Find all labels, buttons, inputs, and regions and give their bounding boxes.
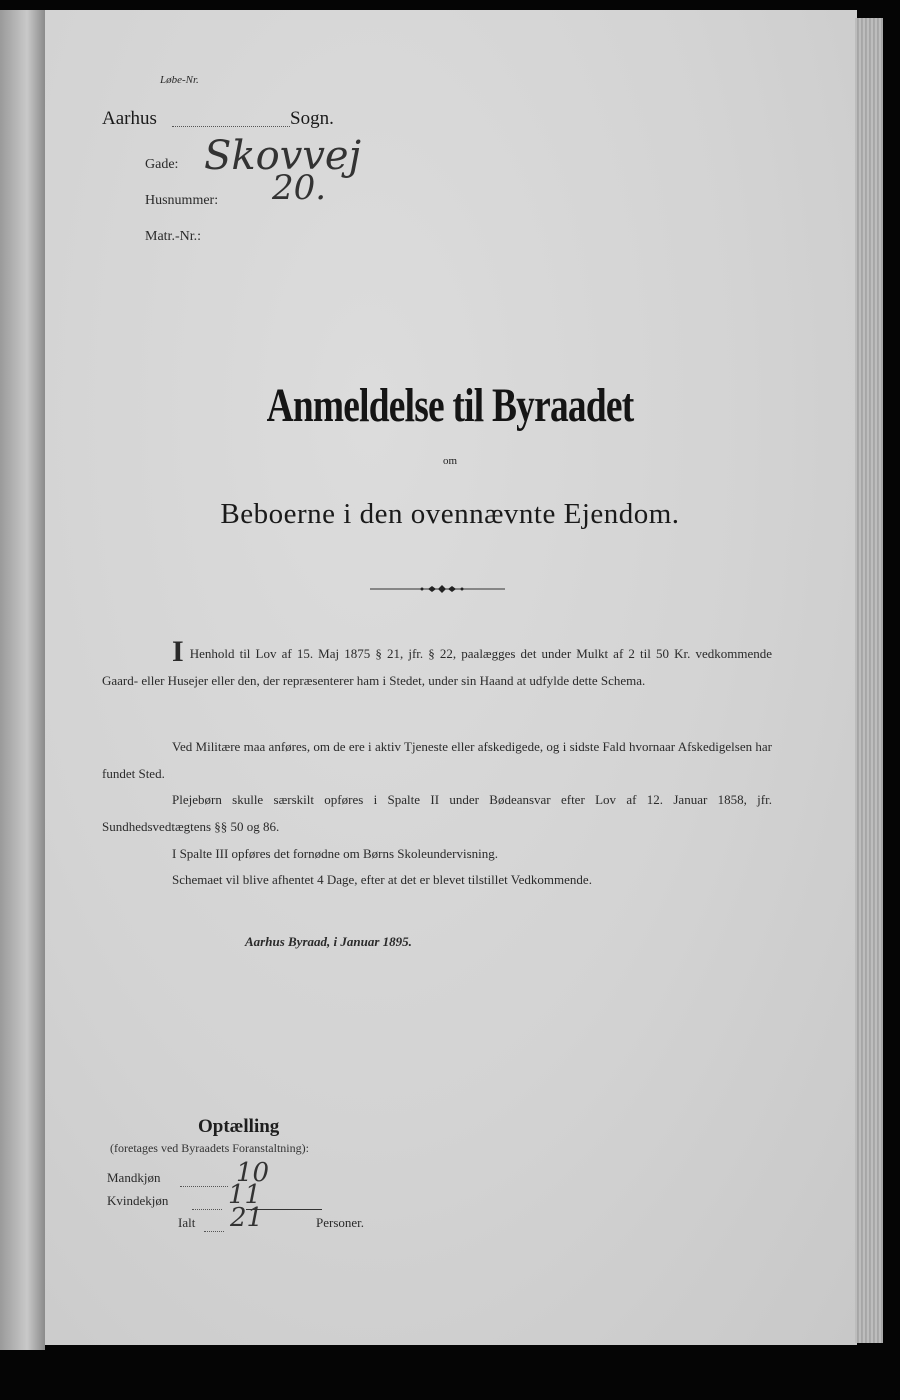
sogn-dotted-line bbox=[172, 110, 290, 127]
husnummer-label: Husnummer: bbox=[145, 193, 219, 208]
signature-line: Aarhus Byraad, i Januar 1895. bbox=[245, 934, 412, 949]
mandkjoen-dots bbox=[180, 1172, 228, 1187]
gade-handwritten-value: Skovvej bbox=[204, 133, 361, 179]
ialt-dots bbox=[204, 1217, 224, 1232]
ialt-handwritten-value: 21 bbox=[230, 1203, 264, 1233]
paragraph-5: Schemaet vil blive afhentet 4 Dage, efter at det er blevet tilstillet Vedkommende. bbox=[172, 872, 592, 887]
matr-nr-label: Matr.-Nr.: bbox=[145, 229, 201, 244]
ialt-label: Ialt bbox=[178, 1215, 196, 1230]
mandkjoen-handwritten-value: 10 bbox=[236, 1158, 270, 1188]
paragraph-4: I Spalte III opføres det fornødne om Børns Skoleundervisning. bbox=[172, 846, 499, 861]
sogn-label: Sogn. bbox=[290, 108, 334, 129]
om-connector: om bbox=[442, 455, 458, 467]
ornament-divider bbox=[370, 583, 505, 595]
mandkjoen-label: Mandkjøn bbox=[107, 1170, 161, 1185]
gade-label: Gade: bbox=[145, 157, 179, 172]
kvindekjoen-handwritten-value: 11 bbox=[228, 1180, 262, 1210]
count-subtitle: (foretages ved Byraadets Foranstaltning): bbox=[110, 1141, 309, 1155]
paragraph-1-text: Henhold til Lov af 15. Maj 1875 § 21, jfr. § 22, paalægges det under Mulkt af 2 til 50 Kr. vedkommende Gaard- eller Husejer eller den, der repræsenterer ham i Stedet, under sin Haand at udfylde dette Schema. bbox=[102, 646, 772, 688]
paragraph-2: Ved Militære maa anføres, om de ere i aktiv Tjeneste eller afskedigede, og i sidste Fald hvornaar Afskedigelsen har fundet Sted. bbox=[102, 739, 772, 781]
loebe-nr-label: Løbe-Nr. bbox=[160, 74, 199, 86]
paragraph-1-initial: I bbox=[172, 635, 184, 668]
kvindekjoen-label: Kvindekjøn bbox=[107, 1193, 169, 1208]
left-page-edge bbox=[0, 10, 45, 1350]
kvindekjoen-dots bbox=[192, 1195, 222, 1210]
paragraph-3: Plejebørn skulle særskilt opføres i Spalte II under Bødeansvar efter Lov af 12. Januar 1858, jfr. Sundhedsvedtægtens §§ 50 og 86. bbox=[102, 792, 772, 834]
stacked-page-edges bbox=[855, 18, 883, 1343]
paragraph-1 bbox=[102, 635, 772, 694]
document-subtitle: Beboerne i den ovennævnte Ejendom. bbox=[220, 498, 680, 530]
document-title: Anmeldelse til Byraadet bbox=[266, 379, 634, 432]
husnummer-handwritten-value: 20. bbox=[272, 168, 327, 208]
city-label: Aarhus bbox=[102, 108, 157, 129]
personer-label: Personer. bbox=[316, 1215, 365, 1230]
count-title: Optælling bbox=[198, 1116, 280, 1137]
